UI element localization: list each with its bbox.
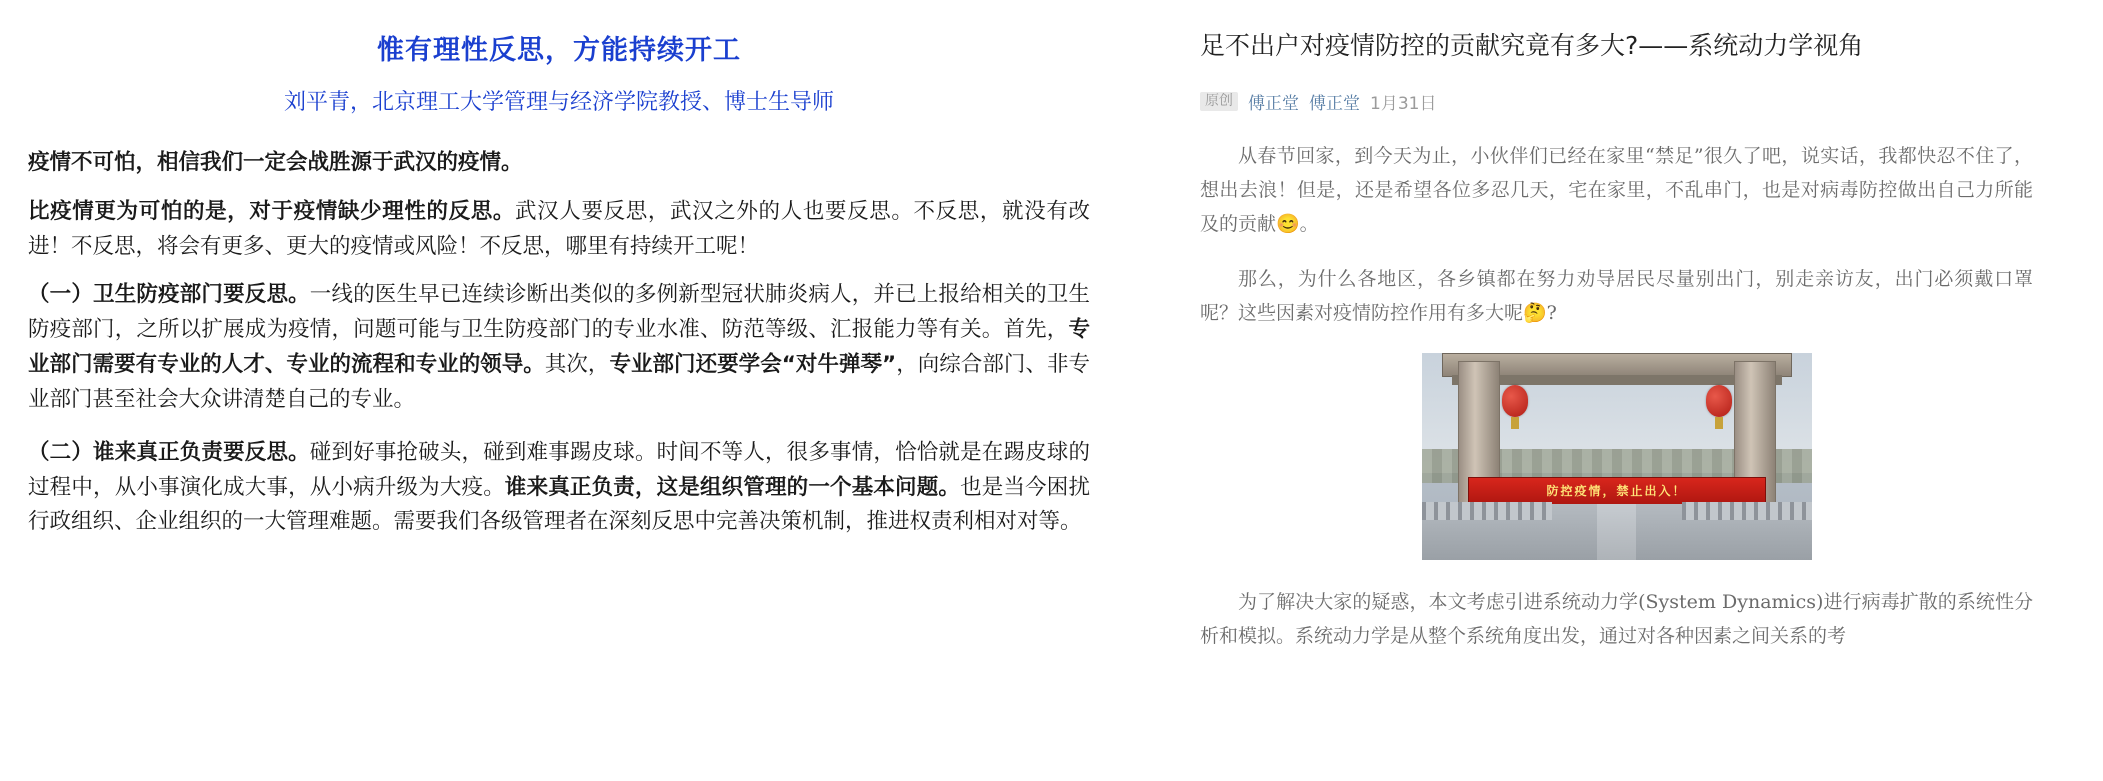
paragraph: 从春节回家，到今天为止，小伙伴们已经在家里“禁足”很久了吧，说实话，我都快忍不住了，想出去浪！但是，还是希望各位多忍几天，宅在家里，不乱串门，也是对病毒防控做出自己力所能及的贡献😊。	[1200, 145, 2033, 235]
photo-lantern-right	[1706, 385, 1732, 417]
body-text: 其次，	[544, 352, 610, 378]
body-text: 武汉人要反思，武汉之外的人也要反思。不反思，就没有改进！不反思，将会有更多、更大的疫情或风险！不反思，哪里有持续开工呢！	[28, 198, 1090, 259]
photo-railing-left	[1422, 502, 1552, 520]
photo-gate-beam-lower	[1452, 375, 1782, 385]
original-badge: 原创	[1200, 92, 1238, 111]
emphasis-text: 疫情不可怕，相信我们一定会战胜源于武汉的疫情。	[28, 150, 523, 175]
left-article-body	[28, 146, 1090, 540]
right-article-body	[1200, 140, 2033, 654]
right-article-title: 足不出户对疫情防控的贡献究竟有多大?——系统动力学视角	[1200, 31, 1864, 60]
right-article-meta	[1200, 89, 2033, 114]
body-text: ，向综合部门、非专业部门甚至社会大众讲清楚自己的专业。	[28, 352, 1090, 412]
paragraph	[28, 146, 1090, 181]
body-text: 碰到好事抢破头，碰到难事踢皮球。时间不等人，很多事情，恰恰就是在踢皮球的过程中，从小事演化成大事，从小病升级为大疫。	[28, 439, 1090, 500]
left-article-byline: 刘平青，北京理工大学管理与经济学院教授、博士生导师	[283, 90, 834, 115]
photo-lantern-left	[1502, 385, 1528, 417]
paragraph	[28, 195, 1090, 265]
body-text: 一线的医生早已连续诊断出类似的多例新型冠状肺炎病人，并已上报给相关的卫生防疫部门，之所以扩展成为疫情，问题可能与卫生防疫部门的专业水准、防范等级、汇报能力等有关。首先，	[28, 282, 1090, 343]
village-gate-photo	[1422, 353, 1812, 560]
publish-date: 1月31日	[1370, 94, 1437, 114]
photo-railing-right	[1682, 502, 1812, 520]
right-article-column	[1130, 0, 2103, 781]
paragraph: 为了解决大家的疑惑，本文考虑引进系统动力学(System Dynamics)进行病毒扩散的系统性分析和模拟。系统动力学是从整个系统角度出发，通过对各种因素之间关系的考	[1200, 591, 2033, 647]
paragraph: 那么，为什么各地区，各乡镇都在努力劝导居民尽量别出门，别走亲访友，出门必须戴口罩呢？这些因素对疫情防控作用有多大呢🤔?	[1200, 268, 2033, 325]
photo-banner-text: 防控疫情，禁止出入！	[1468, 477, 1766, 506]
emphasis-text: 专业部门还要学会“对牛弹琴”	[609, 352, 897, 378]
left-article-title: 惟有理性反思，方能持续开工	[377, 35, 741, 66]
emphasis-text: 比疫情更为可怕的是，对于疫情缺少理性的反思。	[28, 198, 516, 224]
author-link[interactable]: 傅正堂	[1248, 94, 1299, 114]
emphasis-text: （二）谁来真正负责要反思。	[28, 439, 310, 465]
emphasis-text: 专业部门需要有专业的人才、专业的流程和专业的领导。	[28, 317, 1090, 378]
account-link[interactable]: 傅正堂	[1309, 94, 1360, 114]
emphasis-text: 谁来真正负责，这是组织管理的一个基本问题。	[504, 474, 961, 500]
body-text: 也是当今困扰行政组织、企业组织的一大管理难题。需要我们各级管理者在深刻反思中完善决策机制，推进权责利相对对等。	[28, 474, 1090, 535]
article-image-wrapper	[1200, 353, 2033, 560]
paragraph	[28, 278, 1090, 417]
paragraph	[28, 436, 1090, 540]
emphasis-text: （一）卫生防疫部门要反思。	[28, 282, 310, 308]
